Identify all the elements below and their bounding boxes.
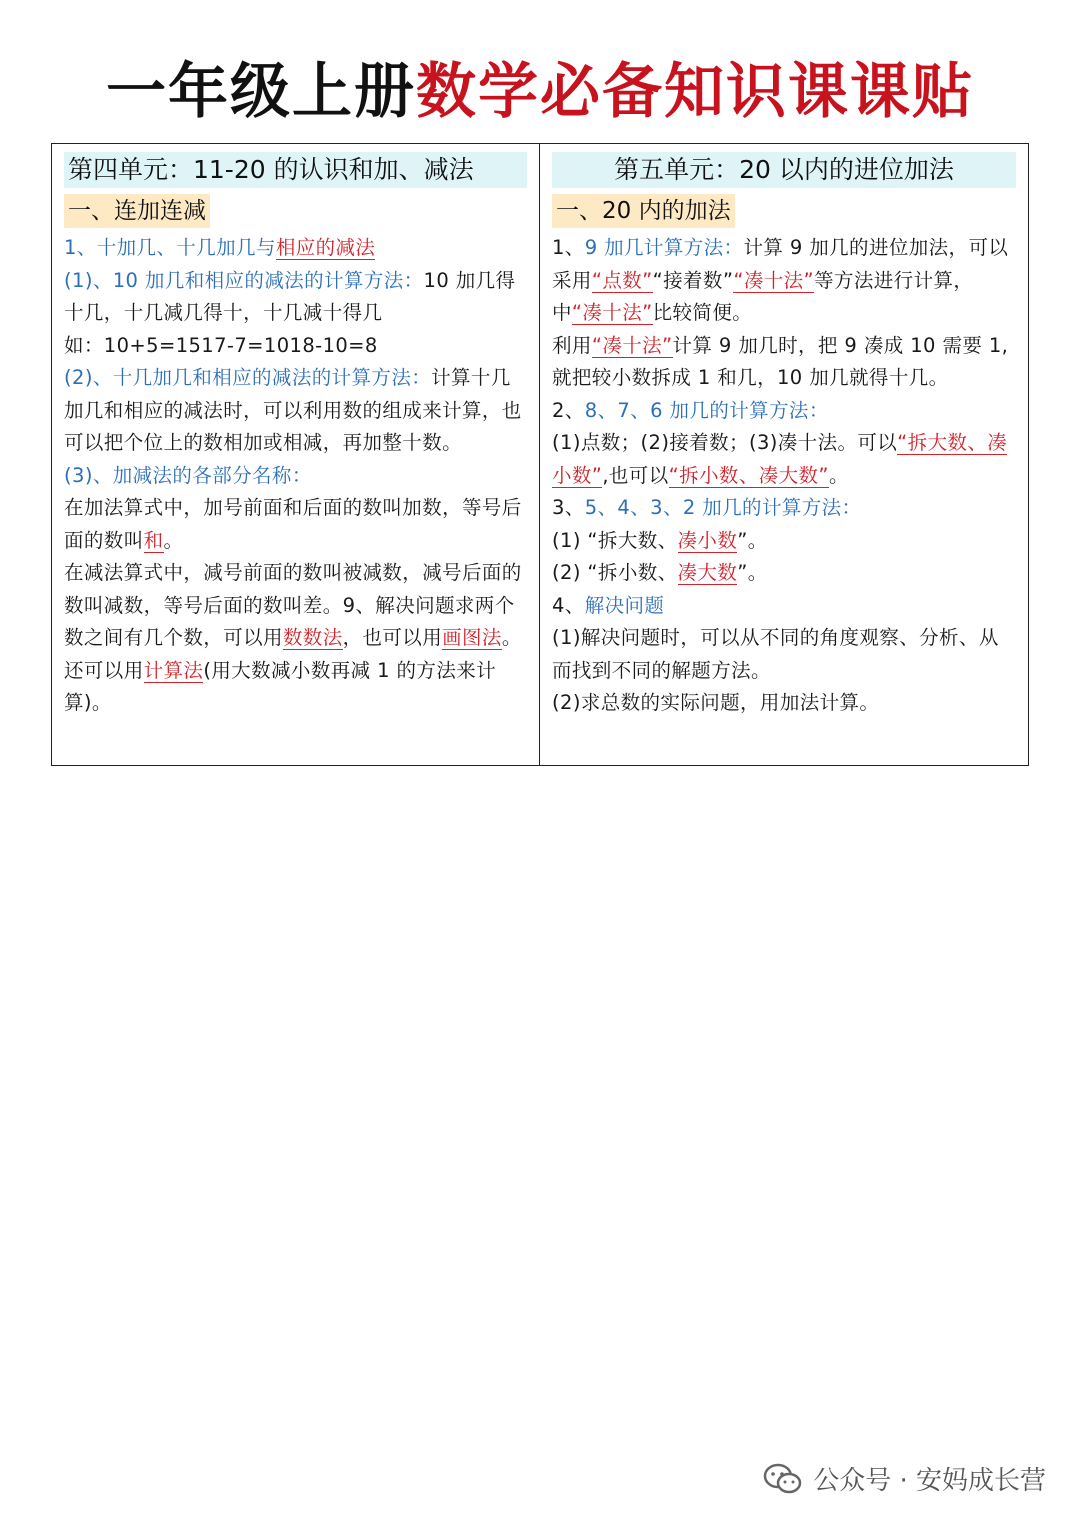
title-grade: 一年级上册 (106, 57, 416, 127)
paragraph: (2) “拆小数、凑大数”。 (552, 561, 768, 584)
unit-four-column (52, 144, 540, 765)
paragraph: 在加法算式中，加号前面和后面的数叫加数，等号后面的数叫和。 (64, 496, 522, 552)
unit-five-body (552, 232, 1016, 720)
unit-four-section-heading: 一、连加连减 (64, 194, 210, 228)
paragraph: 2、8、7、6 加几的计算方法： (552, 398, 829, 422)
paragraph: (3)、加减法的各部分名称： (64, 463, 312, 487)
paragraph: (2)求总数的实际问题，用加法计算。 (552, 691, 880, 714)
knowledge-table (51, 143, 1029, 766)
wechat-icon (763, 1463, 803, 1495)
unit-five-section-heading: 一、20 内的加法 (552, 194, 735, 228)
watermark (763, 1460, 1046, 1497)
paragraph: (1) “拆大数、凑小数”。 (552, 528, 768, 552)
paragraph: 3、5、4、3、2 加几的计算方法： (552, 496, 862, 519)
paragraph: 4、解决问题 (552, 593, 665, 617)
page-title (0, 52, 1080, 132)
paragraph: 利用“凑十法”计算 9 加几时，把 9 凑成 10 需要 1,就把较小数拆成 1 和几，10 加几就得十几。 (552, 333, 1009, 389)
paragraph: 在减法算式中，减号前面的数叫被减数，减号后面的数叫减数，等号后面的数叫差。9、解决问题求两个数之间有几个数，可以用数数法，也可以用画图法。还可以用计算法(用大数减小数再减 1 的方法来计算)。 (64, 561, 522, 714)
paragraph: (2)、十几加几和相应的减法的计算方法：计算十几加几和相应的减法时，可以利用数的组成来计算，也可以把个位上的数相加或相减，再加整十数。 (64, 366, 522, 454)
title-subject: 数学必备知识课课贴 (416, 57, 974, 127)
unit-five-heading: 第五单元：20 以内的进位加法 (552, 152, 1016, 188)
watermark-text: 公众号 · 安妈成长营 (813, 1466, 1046, 1496)
paragraph: 1、9 加几计算方法：计算 9 加几的进位加法，可以采用“点数”“接着数”“凑十法”等方法进行计算，中“凑十法”比较简便。 (552, 236, 1009, 324)
paragraph: (1)点数；(2)接着数；(3)凑十法。可以“拆大数、凑小数”,也可以“拆小数、凑大数”。 (552, 431, 1008, 487)
paragraph: 如：10+5=1517-7=1018-10=8 (64, 333, 378, 357)
unit-five-column (540, 144, 1028, 765)
paragraph: (1)解决问题时，可以从不同的角度观察、分析、从而找到不同的解题方法。 (552, 626, 999, 682)
paragraph: (1)、10 加几和相应的减法的计算方法：10 加几得十几，十几减几得十，十几减十得几 (64, 268, 516, 324)
paragraph: 1、十加几、十几加几与相应的减法 (64, 236, 376, 259)
unit-four-heading: 第四单元：11-20 的认识和加、减法 (64, 152, 527, 188)
unit-four-body (64, 232, 527, 720)
